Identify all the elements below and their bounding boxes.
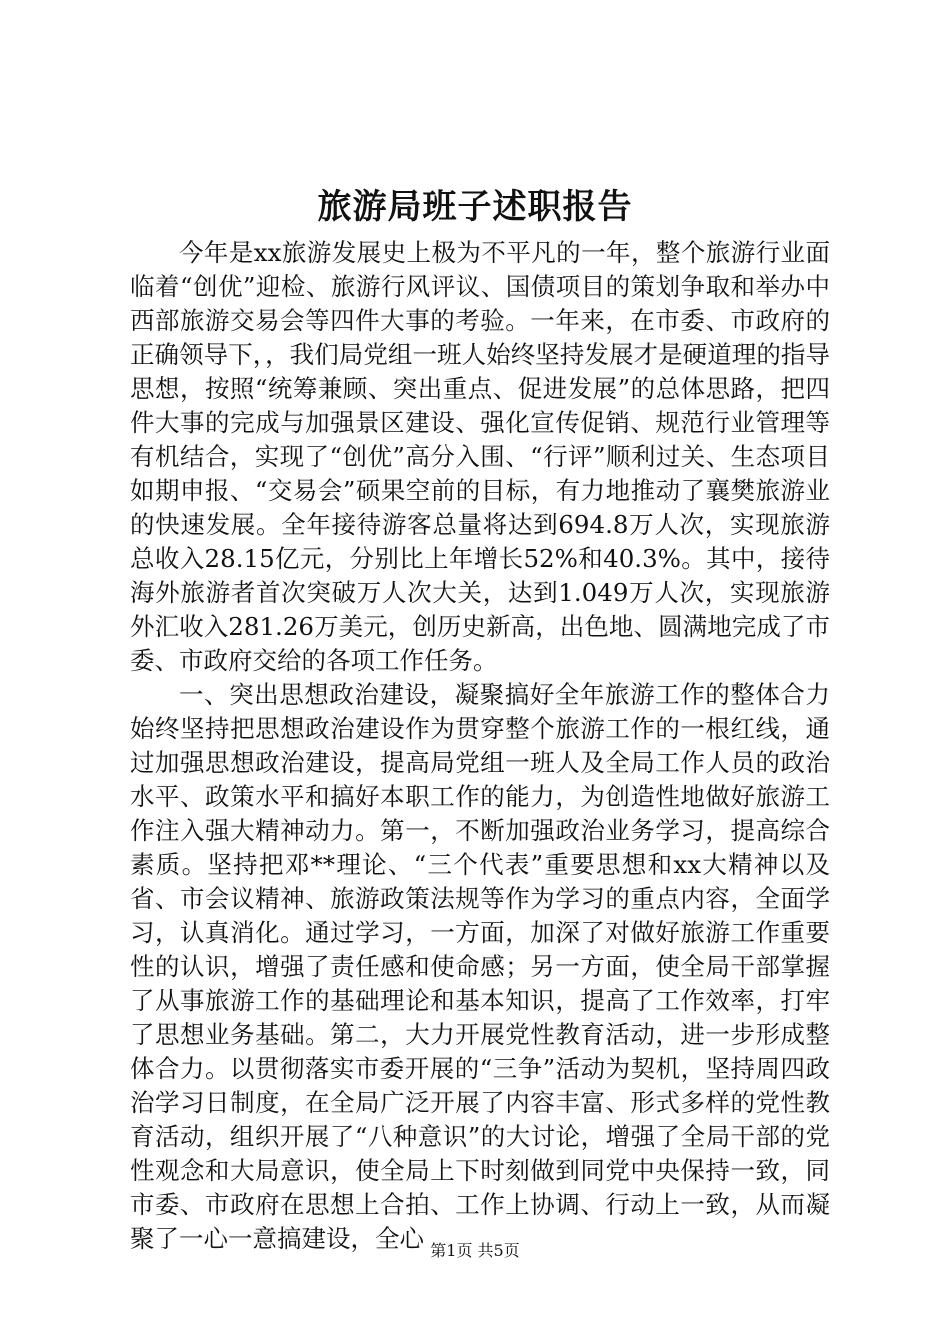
paragraph-intro: 今年是xx旅游发展史上极为不平凡的一年，整个旅游行业面临着“创优”迎检、旅游行风评议、国债项目的策划争取和举办中西部旅游交易会等四件大事的考验。一年来，在市委、市政府的正确领导下，，我们局党组一班人始终坚持发展才是硬道理的指导思想，按照“统筹兼顾、突出重点、促进发展”的总体思路，把四件大事的完成与加强景区建设、强化宣传促销、规范行业管理等有机结合，实现了“创优”高分入围、“行评”顺利过关、生态项目如期申报、“交易会”硕果空前的目标，有力地推动了襄樊旅游业的快速发展。全年接待游客总量将达到694.8万人次，实现旅游总收入28.15亿元，分别比上年增长52%和40.3%。其中，接待海外旅游者首次突破万人次大关，达到1.049万人次，实现旅游外汇收入281.26万美元，创历史新高，出色地、圆满地完成了市委、市政府交给的各项工作任务。 <box>130 238 830 675</box>
document-body <box>130 236 830 1256</box>
document-title: 旅游局班子述职报告 <box>317 187 633 227</box>
paragraph-section-one: 一、突出思想政治建设，凝聚搞好全年旅游工作的整体合力始终坚持把思想政治建设作为贯穿整个旅游工作的一根红线，通过加强思想政治建设，提高局党组一班人及全局工作人员的政治水平、政策水平和搞好本职工作的能力，为创造性地做好旅游工作注入强大精神动力。第一，不断加强政治业务学习，提高综合素质。坚持把邓**理论、“三个代表”重要思想和xx大精神以及省、市会议精神、旅游政策法规等作为学习的重点内容，全面学习，认真消化。通过学习，一方面，加深了对做好旅游工作重要性的认识，增强了责任感和使命感；另一方面，使全局干部掌握了从事旅游工作的基础理论和基本知识，提高了工作效率，打牢了思想业务基础。第二，大力开展党性教育活动，进一步形成整体合力。以贯彻落实市委开展的“三争”活动为契机，坚持周四政治学习日制度，在全局广泛开展了内容丰富、形式多样的党性教育活动，组织开展了“八种意识”的大讨论，增强了全局干部的党性观念和大局意识，使全局上下时刻做到同党中央保持一致，同市委、市政府在思想上合拍、工作上协调、行动上一致，从而凝聚了一心一意搞建设，全心 <box>130 680 830 1253</box>
page-number-footer: 第1页 共5页 <box>430 1241 520 1260</box>
